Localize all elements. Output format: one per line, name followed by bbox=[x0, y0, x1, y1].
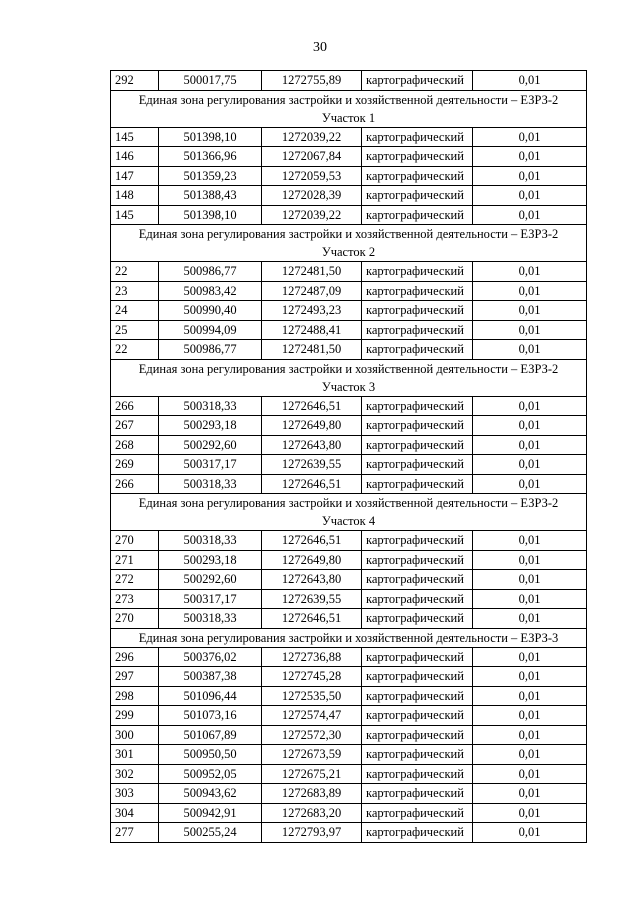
y-coordinate-cell: 1272039,22 bbox=[262, 205, 362, 225]
table-row bbox=[111, 205, 587, 225]
method-cell: картографический bbox=[362, 186, 473, 206]
table-row bbox=[111, 706, 587, 726]
point-number-cell: 24 bbox=[111, 301, 159, 321]
method-cell: картографический bbox=[362, 784, 473, 804]
table-row bbox=[111, 550, 587, 570]
point-number-cell: 147 bbox=[111, 166, 159, 186]
zone-header-row bbox=[111, 359, 587, 396]
table-row bbox=[111, 803, 587, 823]
x-coordinate-cell: 500317,17 bbox=[159, 589, 262, 609]
accuracy-cell: 0,01 bbox=[473, 205, 587, 225]
page-number: 30 bbox=[313, 40, 327, 55]
method-cell: картографический bbox=[362, 281, 473, 301]
zone-title: Единая зона регулирования застройки и хозяйственной деятельности – ЕЗРЗ-3 bbox=[138, 630, 559, 645]
y-coordinate-cell: 1272493,23 bbox=[262, 301, 362, 321]
method-cell: картографический bbox=[362, 667, 473, 687]
x-coordinate-cell: 501067,89 bbox=[159, 725, 262, 745]
point-number-cell: 277 bbox=[111, 823, 159, 843]
point-number-cell: 300 bbox=[111, 725, 159, 745]
accuracy-cell: 0,01 bbox=[473, 127, 587, 147]
table-row bbox=[111, 147, 587, 167]
point-number-cell: 296 bbox=[111, 647, 159, 667]
x-coordinate-cell: 500986,77 bbox=[159, 262, 262, 282]
y-coordinate-cell: 1272683,89 bbox=[262, 784, 362, 804]
point-number-cell: 273 bbox=[111, 589, 159, 609]
method-cell: картографический bbox=[362, 803, 473, 823]
y-coordinate-cell: 1272487,09 bbox=[262, 281, 362, 301]
zone-header-row bbox=[111, 90, 587, 127]
method-cell: картографический bbox=[362, 71, 473, 91]
accuracy-cell: 0,01 bbox=[473, 301, 587, 321]
zone-header-row bbox=[111, 494, 587, 531]
x-coordinate-cell: 501398,10 bbox=[159, 127, 262, 147]
point-number-cell: 304 bbox=[111, 803, 159, 823]
table-row bbox=[111, 745, 587, 765]
coordinates-table-body bbox=[111, 71, 587, 843]
accuracy-cell: 0,01 bbox=[473, 186, 587, 206]
y-coordinate-cell: 1272639,55 bbox=[262, 455, 362, 475]
point-number-cell: 145 bbox=[111, 205, 159, 225]
x-coordinate-cell: 500017,75 bbox=[159, 71, 262, 91]
table-row bbox=[111, 725, 587, 745]
accuracy-cell: 0,01 bbox=[473, 262, 587, 282]
x-coordinate-cell: 501398,10 bbox=[159, 205, 262, 225]
table-row bbox=[111, 262, 587, 282]
accuracy-cell: 0,01 bbox=[473, 531, 587, 551]
y-coordinate-cell: 1272683,20 bbox=[262, 803, 362, 823]
accuracy-cell: 0,01 bbox=[473, 823, 587, 843]
x-coordinate-cell: 500318,33 bbox=[159, 609, 262, 629]
method-cell: картографический bbox=[362, 340, 473, 360]
zone-header-cell bbox=[111, 90, 587, 127]
point-number-cell: 299 bbox=[111, 706, 159, 726]
accuracy-cell: 0,01 bbox=[473, 725, 587, 745]
y-coordinate-cell: 1272481,50 bbox=[262, 340, 362, 360]
accuracy-cell: 0,01 bbox=[473, 455, 587, 475]
method-cell: картографический bbox=[362, 416, 473, 436]
accuracy-cell: 0,01 bbox=[473, 570, 587, 590]
x-coordinate-cell: 500387,38 bbox=[159, 667, 262, 687]
y-coordinate-cell: 1272059,53 bbox=[262, 166, 362, 186]
y-coordinate-cell: 1272649,80 bbox=[262, 550, 362, 570]
table-row bbox=[111, 686, 587, 706]
point-number-cell: 145 bbox=[111, 127, 159, 147]
accuracy-cell: 0,01 bbox=[473, 764, 587, 784]
point-number-cell: 303 bbox=[111, 784, 159, 804]
point-number-cell: 22 bbox=[111, 262, 159, 282]
point-number-cell: 267 bbox=[111, 416, 159, 436]
table-row bbox=[111, 340, 587, 360]
accuracy-cell: 0,01 bbox=[473, 550, 587, 570]
accuracy-cell: 0,01 bbox=[473, 281, 587, 301]
table-row bbox=[111, 435, 587, 455]
zone-subtitle: Участок 4 bbox=[321, 514, 376, 528]
zone-header-cell bbox=[111, 494, 587, 531]
method-cell: картографический bbox=[362, 455, 473, 475]
point-number-cell: 292 bbox=[111, 71, 159, 91]
method-cell: картографический bbox=[362, 609, 473, 629]
zone-title: Единая зона регулирования застройки и хозяйственной деятельности – ЕЗРЗ-2 bbox=[138, 361, 559, 376]
method-cell: картографический bbox=[362, 435, 473, 455]
point-number-cell: 268 bbox=[111, 435, 159, 455]
y-coordinate-cell: 1272646,51 bbox=[262, 396, 362, 416]
x-coordinate-cell: 501366,96 bbox=[159, 147, 262, 167]
y-coordinate-cell: 1272675,21 bbox=[262, 764, 362, 784]
x-coordinate-cell: 500942,91 bbox=[159, 803, 262, 823]
y-coordinate-cell: 1272572,30 bbox=[262, 725, 362, 745]
point-number-cell: 270 bbox=[111, 609, 159, 629]
accuracy-cell: 0,01 bbox=[473, 706, 587, 726]
zone-header-row bbox=[111, 628, 587, 647]
zone-title: Единая зона регулирования застройки и хозяйственной деятельности – ЕЗРЗ-2 bbox=[138, 92, 559, 107]
method-cell: картографический bbox=[362, 474, 473, 494]
x-coordinate-cell: 500376,02 bbox=[159, 647, 262, 667]
x-coordinate-cell: 500952,05 bbox=[159, 764, 262, 784]
accuracy-cell: 0,01 bbox=[473, 474, 587, 494]
table-row bbox=[111, 823, 587, 843]
y-coordinate-cell: 1272039,22 bbox=[262, 127, 362, 147]
point-number-cell: 270 bbox=[111, 531, 159, 551]
method-cell: картографический bbox=[362, 301, 473, 321]
y-coordinate-cell: 1272755,89 bbox=[262, 71, 362, 91]
accuracy-cell: 0,01 bbox=[473, 803, 587, 823]
point-number-cell: 269 bbox=[111, 455, 159, 475]
y-coordinate-cell: 1272488,41 bbox=[262, 320, 362, 340]
point-number-cell: 23 bbox=[111, 281, 159, 301]
table-row bbox=[111, 531, 587, 551]
table-row bbox=[111, 784, 587, 804]
y-coordinate-cell: 1272745,28 bbox=[262, 667, 362, 687]
zone-title: Единая зона регулирования застройки и хозяйственной деятельности – ЕЗРЗ-2 bbox=[138, 496, 559, 510]
coordinates-table bbox=[110, 70, 587, 843]
table-row bbox=[111, 609, 587, 629]
y-coordinate-cell: 1272736,88 bbox=[262, 647, 362, 667]
y-coordinate-cell: 1272574,47 bbox=[262, 706, 362, 726]
point-number-cell: 297 bbox=[111, 667, 159, 687]
x-coordinate-cell: 500317,17 bbox=[159, 455, 262, 475]
method-cell: картографический bbox=[362, 764, 473, 784]
point-number-cell: 301 bbox=[111, 745, 159, 765]
point-number-cell: 266 bbox=[111, 396, 159, 416]
x-coordinate-cell: 500990,40 bbox=[159, 301, 262, 321]
x-coordinate-cell: 501359,23 bbox=[159, 166, 262, 186]
zone-subtitle: Участок 1 bbox=[321, 110, 376, 125]
method-cell: картографический bbox=[362, 147, 473, 167]
table-row bbox=[111, 667, 587, 687]
table-row bbox=[111, 570, 587, 590]
x-coordinate-cell: 501073,16 bbox=[159, 706, 262, 726]
table-row bbox=[111, 186, 587, 206]
x-coordinate-cell: 500950,50 bbox=[159, 745, 262, 765]
table-row bbox=[111, 764, 587, 784]
method-cell: картографический bbox=[362, 320, 473, 340]
y-coordinate-cell: 1272649,80 bbox=[262, 416, 362, 436]
accuracy-cell: 0,01 bbox=[473, 647, 587, 667]
method-cell: картографический bbox=[362, 589, 473, 609]
table-row bbox=[111, 647, 587, 667]
x-coordinate-cell: 500318,33 bbox=[159, 396, 262, 416]
method-cell: картографический bbox=[362, 745, 473, 765]
table-row bbox=[111, 589, 587, 609]
method-cell: картографический bbox=[362, 550, 473, 570]
zone-title: Единая зона регулирования застройки и хозяйственной деятельности – ЕЗРЗ-2 bbox=[138, 227, 559, 241]
zone-subtitle: Участок 3 bbox=[321, 379, 376, 394]
y-coordinate-cell: 1272535,50 bbox=[262, 686, 362, 706]
zone-header-cell bbox=[111, 225, 587, 262]
x-coordinate-cell: 500986,77 bbox=[159, 340, 262, 360]
method-cell: картографический bbox=[362, 686, 473, 706]
point-number-cell: 298 bbox=[111, 686, 159, 706]
method-cell: картографический bbox=[362, 823, 473, 843]
accuracy-cell: 0,01 bbox=[473, 686, 587, 706]
point-number-cell: 271 bbox=[111, 550, 159, 570]
accuracy-cell: 0,01 bbox=[473, 320, 587, 340]
y-coordinate-cell: 1272646,51 bbox=[262, 474, 362, 494]
table-row bbox=[111, 474, 587, 494]
x-coordinate-cell: 501388,43 bbox=[159, 186, 262, 206]
point-number-cell: 272 bbox=[111, 570, 159, 590]
x-coordinate-cell: 501096,44 bbox=[159, 686, 262, 706]
y-coordinate-cell: 1272028,39 bbox=[262, 186, 362, 206]
accuracy-cell: 0,01 bbox=[473, 435, 587, 455]
table-row bbox=[111, 127, 587, 147]
accuracy-cell: 0,01 bbox=[473, 71, 587, 91]
method-cell: картографический bbox=[362, 531, 473, 551]
point-number-cell: 25 bbox=[111, 320, 159, 340]
y-coordinate-cell: 1272643,80 bbox=[262, 435, 362, 455]
y-coordinate-cell: 1272639,55 bbox=[262, 589, 362, 609]
y-coordinate-cell: 1272793,97 bbox=[262, 823, 362, 843]
point-number-cell: 266 bbox=[111, 474, 159, 494]
method-cell: картографический bbox=[362, 166, 473, 186]
method-cell: картографический bbox=[362, 647, 473, 667]
table-row bbox=[111, 301, 587, 321]
x-coordinate-cell: 500318,33 bbox=[159, 474, 262, 494]
y-coordinate-cell: 1272481,50 bbox=[262, 262, 362, 282]
zone-header-row bbox=[111, 225, 587, 262]
table-row bbox=[111, 455, 587, 475]
accuracy-cell: 0,01 bbox=[473, 667, 587, 687]
x-coordinate-cell: 500994,09 bbox=[159, 320, 262, 340]
x-coordinate-cell: 500292,60 bbox=[159, 570, 262, 590]
method-cell: картографический bbox=[362, 706, 473, 726]
method-cell: картографический bbox=[362, 570, 473, 590]
point-number-cell: 22 bbox=[111, 340, 159, 360]
table-row bbox=[111, 396, 587, 416]
method-cell: картографический bbox=[362, 725, 473, 745]
x-coordinate-cell: 500983,42 bbox=[159, 281, 262, 301]
x-coordinate-cell: 500943,62 bbox=[159, 784, 262, 804]
accuracy-cell: 0,01 bbox=[473, 166, 587, 186]
method-cell: картографический bbox=[362, 262, 473, 282]
x-coordinate-cell: 500318,33 bbox=[159, 531, 262, 551]
table-row bbox=[111, 166, 587, 186]
method-cell: картографический bbox=[362, 205, 473, 225]
accuracy-cell: 0,01 bbox=[473, 589, 587, 609]
accuracy-cell: 0,01 bbox=[473, 147, 587, 167]
x-coordinate-cell: 500293,18 bbox=[159, 550, 262, 570]
point-number-cell: 148 bbox=[111, 186, 159, 206]
accuracy-cell: 0,01 bbox=[473, 340, 587, 360]
accuracy-cell: 0,01 bbox=[473, 784, 587, 804]
zone-header-cell bbox=[111, 359, 587, 396]
table-row bbox=[111, 416, 587, 436]
y-coordinate-cell: 1272673,59 bbox=[262, 745, 362, 765]
accuracy-cell: 0,01 bbox=[473, 396, 587, 416]
table-row bbox=[111, 71, 587, 91]
point-number-cell: 146 bbox=[111, 147, 159, 167]
x-coordinate-cell: 500292,60 bbox=[159, 435, 262, 455]
x-coordinate-cell: 500293,18 bbox=[159, 416, 262, 436]
accuracy-cell: 0,01 bbox=[473, 745, 587, 765]
accuracy-cell: 0,01 bbox=[473, 416, 587, 436]
method-cell: картографический bbox=[362, 396, 473, 416]
zone-header-cell bbox=[111, 628, 587, 647]
y-coordinate-cell: 1272646,51 bbox=[262, 609, 362, 629]
point-number-cell: 302 bbox=[111, 764, 159, 784]
x-coordinate-cell: 500255,24 bbox=[159, 823, 262, 843]
y-coordinate-cell: 1272643,80 bbox=[262, 570, 362, 590]
table-row bbox=[111, 281, 587, 301]
y-coordinate-cell: 1272067,84 bbox=[262, 147, 362, 167]
accuracy-cell: 0,01 bbox=[473, 609, 587, 629]
zone-subtitle: Участок 2 bbox=[321, 245, 376, 259]
method-cell: картографический bbox=[362, 127, 473, 147]
table-row bbox=[111, 320, 587, 340]
y-coordinate-cell: 1272646,51 bbox=[262, 531, 362, 551]
